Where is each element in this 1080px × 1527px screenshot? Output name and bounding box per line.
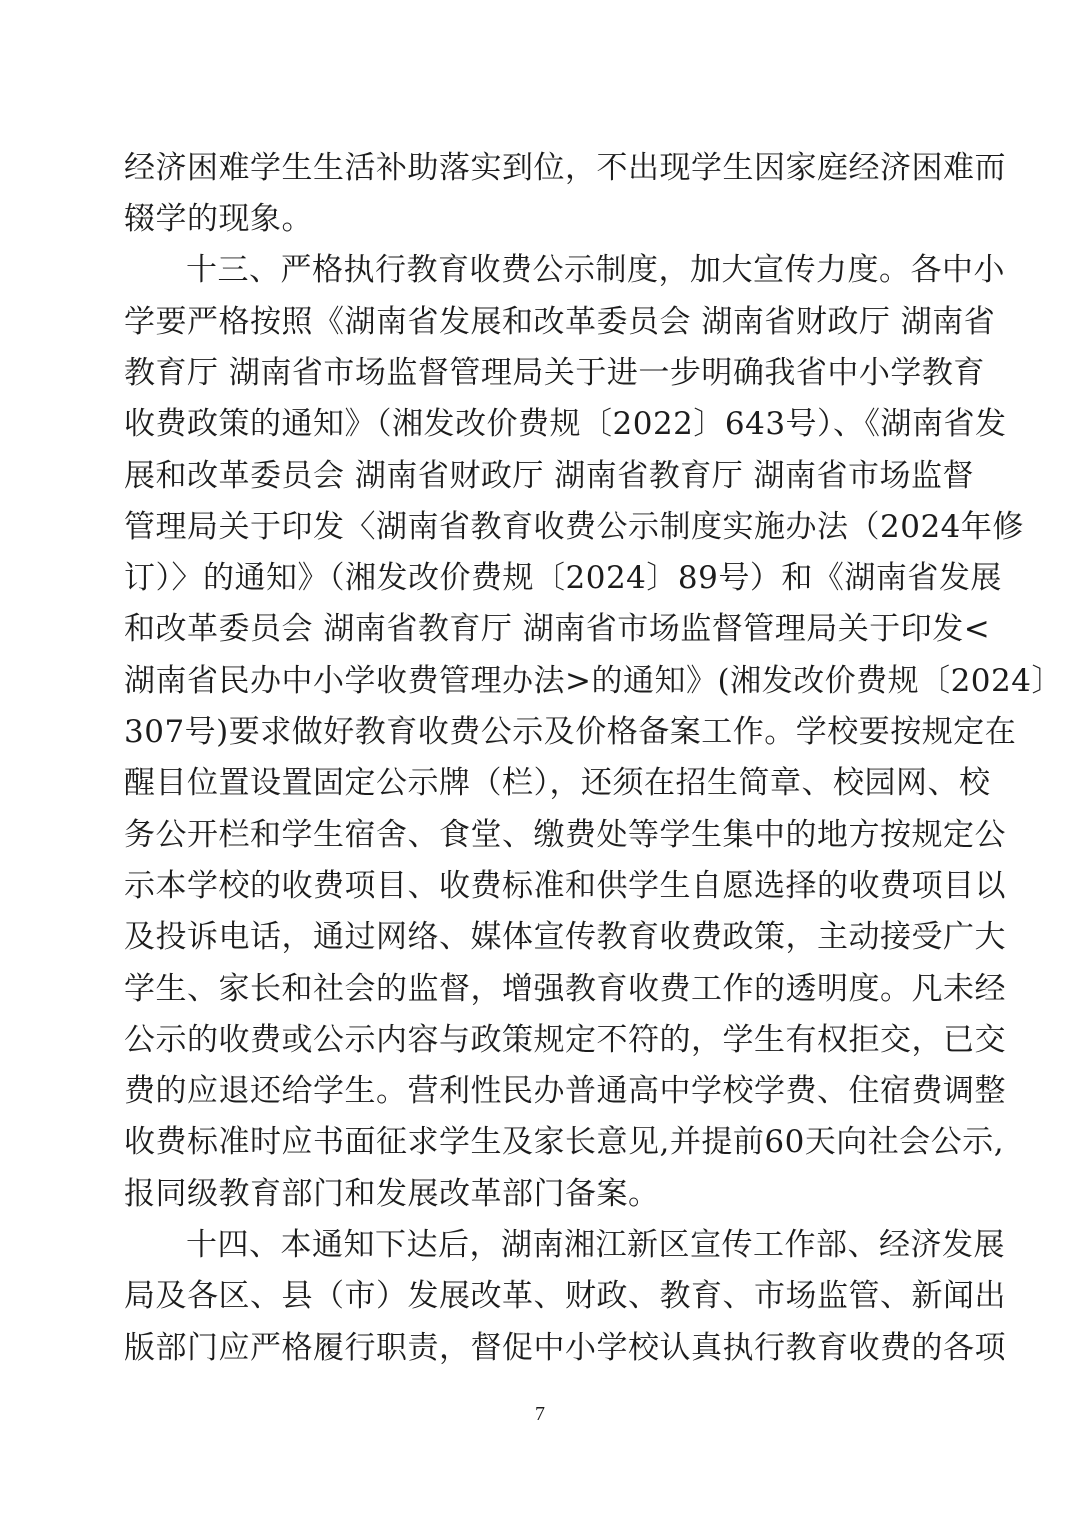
text-line: 教育厅 湖南省市场监督管理局关于进一步明确我省中小学教育 — [124, 355, 985, 391]
text-line: 收费标准时应书面征求学生及家长意见,并提前60天向社会公示, — [124, 1124, 1005, 1160]
paragraph-14-start: 十四、本通知下达后，湖南湘江新区宣传工作部、经济发展 — [186, 1227, 1005, 1263]
text-line: 收费政策的通知》（湘发改价费规〔2022〕643号）、《湖南省发 — [124, 406, 1007, 442]
text-line: 307号)要求做好教育收费公示及价格备案工作。学校要按规定在 — [124, 714, 1017, 750]
text-line: 局及各区、县（市）发展改革、财政、教育、市场监管、新闻出 — [124, 1278, 1006, 1314]
text-line: 务公开栏和学生宿舍、食堂、缴费处等学生集中的地方按规定公 — [124, 817, 1006, 853]
text-line: 报同级教育部门和发展改革部门备案。 — [124, 1176, 660, 1212]
text-line: 和改革委员会 湖南省教育厅 湖南省市场监督管理局关于印发< — [124, 611, 991, 647]
text-line: 公示的收费或公示内容与政策规定不符的，学生有权拒交，已交 — [124, 1022, 1006, 1058]
text-line: 学要严格按照《湖南省发展和改革委员会 湖南省财政厅 湖南省 — [124, 304, 996, 340]
paragraph-13-start: 十三、严格执行教育收费公示制度，加大宣传力度。各中小 — [186, 252, 1005, 288]
text-line: 版部门应严格履行职责，督促中小学校认真执行教育收费的各项 — [124, 1330, 1006, 1366]
text-line: 湖南省民办中小学收费管理办法>的通知》(湘发改价费规〔2024〕 — [124, 663, 1063, 699]
text-line: 经济困难学生生活补助落实到位，不出现学生因家庭经济困难而 — [124, 150, 1006, 186]
text-line: 展和改革委员会 湖南省财政厅 湖南省教育厅 湖南省市场监督 — [124, 458, 975, 494]
text-line: 醒目位置设置固定公示牌（栏），还须在招生简章、校园网、校 — [124, 765, 991, 801]
text-line: 辍学的现象。 — [124, 201, 313, 237]
text-line: 管理局关于印发〈湖南省教育收费公示制度实施办法（2024年修 — [124, 509, 1024, 545]
text-line: 费的应退还给学生。营利性民办普通高中学校学费、住宿费调整 — [124, 1073, 1006, 1109]
page-number: 7 — [535, 1403, 545, 1425]
text-line: 及投诉电话，通过网络、媒体宣传教育收费政策，主动接受广大 — [124, 919, 1006, 955]
text-line: 学生、家长和社会的监督，增强教育收费工作的透明度。凡未经 — [124, 971, 1006, 1007]
text-line: 订）〉的通知》（湘发改价费规〔2024〕89号）和《湖南省发展 — [124, 560, 1002, 596]
text-line: 示本学校的收费项目、收费标准和供学生自愿选择的收费项目以 — [124, 868, 1006, 904]
